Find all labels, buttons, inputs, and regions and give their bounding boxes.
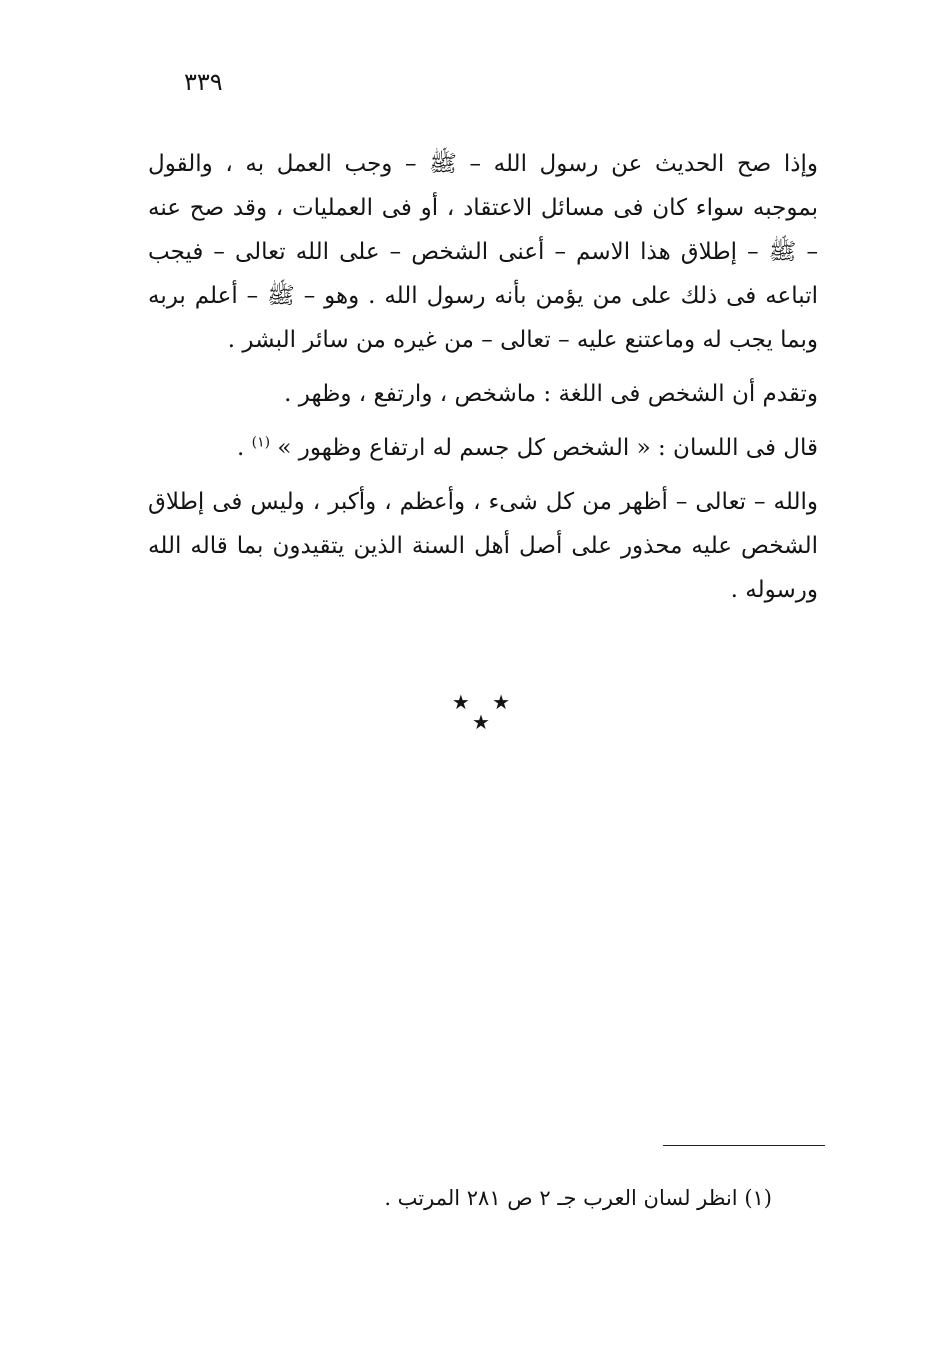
paragraph-3-end: . [237,435,245,461]
footnote: (١) انظر لسان العرب جـ ٢ ص ٢٨١ المرتب . [384,1186,772,1210]
paragraph-3-text: قال فى اللسان : « الشخص كل جسم له ارتفاع وظهور » [277,435,818,461]
footnote-divider [663,1145,825,1146]
paragraph-1: وإذا صح الحديث عن رسول الله – ﷺ – وجب العمل به ، والقول بموجبه سواء كان فى مسائل الاعتقاد ، أو فى العمليات ، وقد صح عنه – ﷺ – إطلاق هذا الاسم – أعنى الشخص – على الله تعالى – فيجب اتباعه فى ذلك على من يؤمن بأنه رسول الله . وهو – ﷺ – أعلم بربه وبما يجب له وماعتنع عليه – تعالى – من غيره من سائر البشر . [148,151,818,353]
section-separator-stars: ★ ★ ★ [451,690,519,734]
page-number: ٣٣٩ [184,68,223,96]
paragraph-4: والله – تعالى – أظهر من كل شىء ، وأعظم ، وأكبر ، وليس فى إطلاق الشخص عليه محذور على أصل أهل السنة الذين يتقيدون بما قاله الله ورسوله . [148,489,818,603]
paragraph-3 [148,428,818,468]
paragraph-2: وتقدم أن الشخص فى اللغة : ماشخص ، وارتفع ، وظهر . [284,381,818,407]
footnote-reference: (١) [251,434,271,451]
